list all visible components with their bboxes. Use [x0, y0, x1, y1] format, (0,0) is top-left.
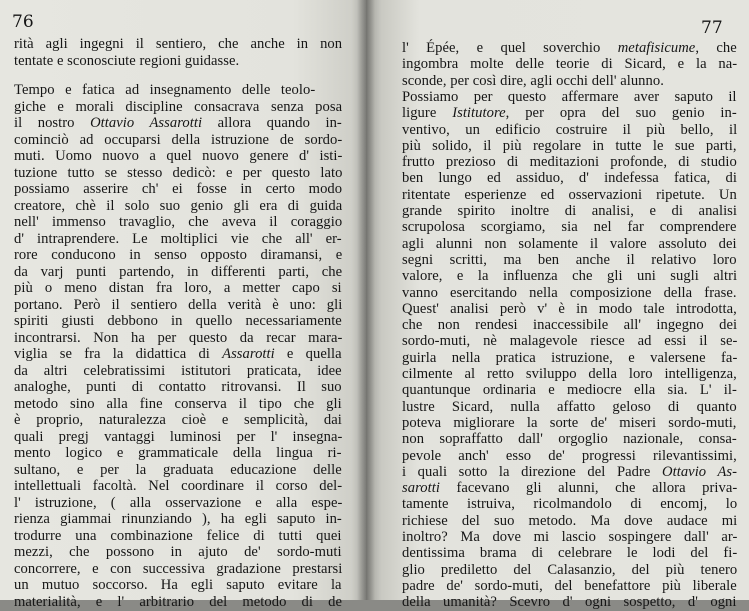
text-line: intellettuali facoltà. Nel coordinare il corso del- [14, 478, 343, 494]
text-line: agli alunni non solamente il valore assoluto dei [402, 235, 737, 252]
text-line: mezzi, che possono in ajuto de' sordo-muti [14, 544, 342, 560]
text-line: Tempo e fatica ad insegnamento delle teolo- [14, 82, 316, 98]
text-line: ben lungo ed assiduo, d' indefessa fatica, di [402, 170, 737, 187]
text-line: portano. Però il sentiero della verità è uno: gli [14, 296, 343, 313]
text-line: rore conducono in senso opposto diramansi, e [14, 247, 343, 263]
text-line: frutto prezioso di meditazioni profonde, di studio [402, 154, 737, 171]
text-line: valore, e la influenza che gli uni sugli altri [402, 268, 738, 285]
text-line: rienza giammai rinunziando ), ha egli saputo in- [14, 511, 342, 527]
page-number-right: 77 [701, 18, 723, 38]
text-line: trodurre una combinazione felice di tutti quei [14, 527, 342, 544]
text-line: ritentate esperienze ed osservazioni ripetute. Un [402, 186, 737, 203]
text-line: rità agli ingegni il sentiero, che anche in non [14, 36, 343, 52]
text-line: sconde, per così dire, agli occhi dell' alunno. [402, 72, 664, 89]
text-line: incontrarsi. Non ha per questo da recar mara- [14, 329, 343, 346]
text-line: lustre Sicard, nulla affatto geloso di quanto [402, 398, 737, 415]
text-line: vanno esercitando nella composizione della frase. [402, 284, 737, 301]
text-line: concorrere, e con successiva gradazione prestarsi [14, 560, 343, 577]
text-line: sordo-muti, nè malagevole riesce ad essi il se- [402, 333, 738, 350]
text-line: i quali sotto la direzione del Padre Ottavio As- [402, 463, 738, 480]
text-line: l' istruzione, ( alla osservazione e alla espe- [14, 494, 343, 511]
text-line: quali pregj vantaggi luminosi per l' insegna- [14, 428, 343, 445]
text-line: tentate e sconosciute regioni guidasse. [14, 52, 240, 69]
text-line: Quest' analisi però v' è in modo tale introdotta, [402, 300, 737, 317]
page-number-left: 76 [12, 12, 34, 32]
text-line: analoghe, punti di contatto ritrovansi. Il suo [14, 379, 342, 395]
text-line: d' intraprendere. Le moltiplici vie che all' er- [14, 230, 342, 247]
text-line: tuzione tutto se stesso dedicò: e per questo lato [14, 164, 343, 181]
text-line: cominciò ad occuparsi della istruzione de sordo- [14, 131, 343, 148]
text-line: l' Épée, e quel soverchio metafisicume, che [402, 40, 737, 56]
text-line: della umanità? Scevro d' ogni sospetto, d' ogni [402, 594, 737, 611]
text-line: ligure Istitutore, per opra del suo genio in- [402, 105, 737, 122]
text-line: nell' immenso travaglio, che aveva il coraggio [14, 214, 343, 230]
text-line: guirla nella pratica istruzione, e valersene fa- [402, 349, 738, 366]
text-line: spiriti giusti debbono in quello necessariamente [14, 313, 342, 329]
text-line: giche e morali discipline consacrava senza posa [14, 98, 343, 115]
text-line: scrupolosa scorgiamo, sia nel far comprendere [402, 219, 737, 236]
text-line: poteva migliorare la sorte de' miseri sordo-muti, [402, 414, 737, 431]
text-line: sultano, e per la graduata educazione delle [14, 461, 342, 478]
text-line: ventivo, un edificio costruire il più bello, il [402, 121, 738, 138]
text-line: glio prediletto del Calasanzio, del più tenero [402, 561, 738, 578]
text-line: inoltro? Ma dove mi lascio sospingere dall' ar- [402, 529, 738, 545]
text-line: più o meno distan fra loro, a metter capo si [14, 280, 342, 296]
text-line: non sopraffatto dall' orgoglio nazionale, consa- [402, 431, 737, 448]
text-line: tamente istruiva, ricolmandolo di encomj, lo [402, 496, 738, 513]
text-line: mento logico e grammaticale della lingua ri- [14, 445, 342, 461]
text-line: grande spirito inoltre di analisi, e di analisi [402, 203, 738, 219]
text-line: Possiamo per questo affermare aver saputo il [402, 88, 737, 105]
text-line: ingombra molte delle teorie di Sicard, e la na- [402, 56, 738, 73]
text-line: più solido, il più regolare in tutte le sue parti, [402, 137, 737, 154]
text-line: cilmente al retto sviluppo della loro intelligenza, [402, 366, 737, 382]
text-line: materialità, e l' arbitrario del metodo di de [14, 593, 343, 610]
text-line: il nostro Ottavio Assarotti allora quando in- [14, 115, 342, 131]
text-line: pevole anch' esso de' progressi rilevantissimi, [402, 447, 737, 464]
right-page [366, 0, 749, 611]
text-line: richiese del suo metodo. Ma dove audace mi [402, 512, 738, 529]
text-line: da altri celebratissimi istitutori praticata, idee [14, 362, 342, 379]
text-line: dentissima brama di celebrare le lodi del fi- [402, 545, 738, 562]
text-line: è proprio, naturalezza cioè e semplicità, dai [14, 412, 342, 428]
text-line: padre de' sordo-muti, del benefattore più liberale [402, 577, 737, 594]
text-line: metodo sino alla fine conserva il tipo che gli [14, 395, 342, 412]
text-line: da varj punti partendo, in differenti parti, che [14, 263, 343, 280]
text-line: sarotti facevano gli alunni, che allora priva- [402, 480, 738, 497]
text-line: segni scritti, ma ben anche il relativo loro [402, 251, 737, 268]
text-line: muti. Uomo nuovo a quel nuovo genere d' isti- [14, 148, 343, 164]
text-line: che non rendesi inaccessibile all' ingegno dei [402, 317, 738, 334]
text-line: quantunque ordinaria e mediocre ella sia. L' il- [402, 382, 737, 399]
left-page [0, 0, 366, 610]
text-line: possiamo asserire ch' ei fosse in certo modo [14, 181, 343, 197]
text-line: un mutuo soccorso. Ha egli saputo evitare la [14, 577, 342, 593]
text-line: creatore, chè il solo suo genio gli era di guida [14, 197, 343, 214]
text-line: viglia se fra la didattica di Assarotti e quella [14, 346, 342, 362]
